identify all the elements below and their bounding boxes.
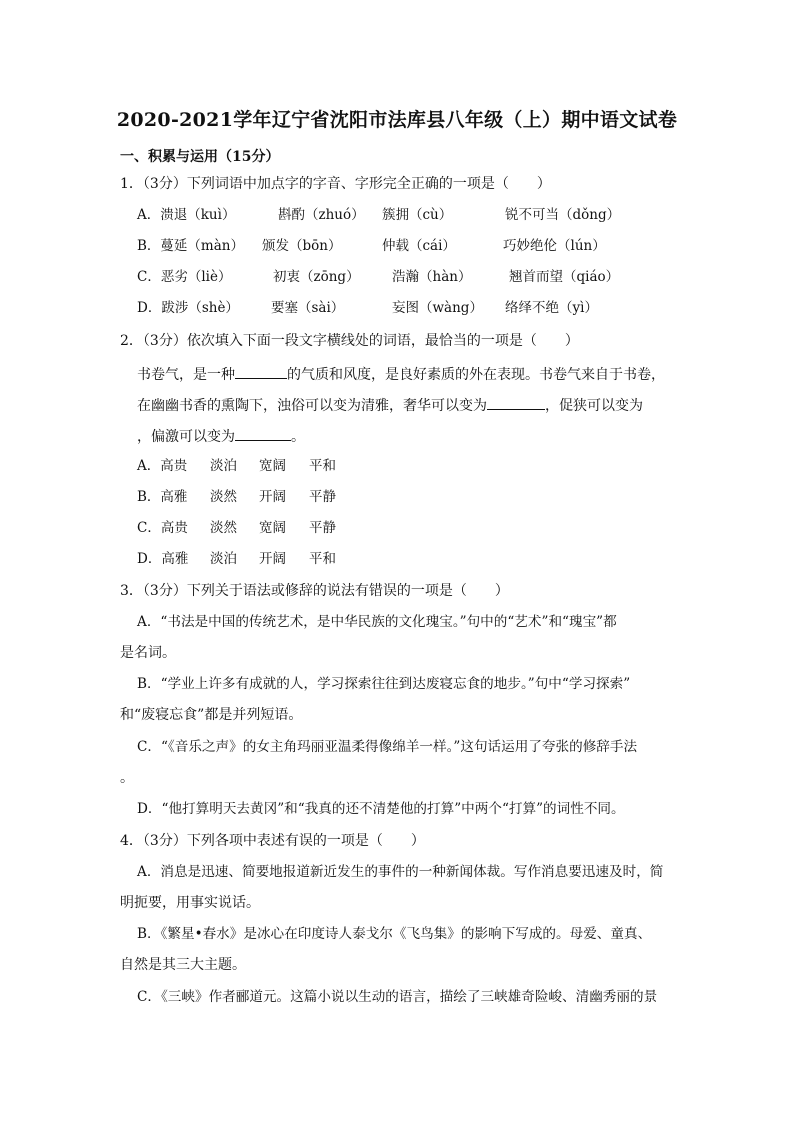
section-heading: 一、积累与运用（15分） — [120, 149, 280, 165]
option-word: 颁发（bōn） — [262, 238, 342, 254]
exam-title: 2020-2021学年辽宁省沈阳市法库县八年级（上）期中语文试卷 — [116, 109, 678, 131]
option-word: 簇拥（cù） — [382, 207, 453, 223]
option-word: 淡然 — [210, 489, 237, 505]
question-4-option-b-line1: B．《繁星•春水》是冰心在印度诗人泰戈尔《飞鸟集》的影响下写成的。母爱、童真、 — [137, 926, 652, 942]
option-word: 平和 — [309, 551, 336, 567]
option-word: 初衷（zōng） — [273, 269, 360, 285]
option-word: 淡泊 — [210, 458, 237, 474]
question-3-option-a-line2: 是名词。 — [120, 645, 176, 661]
option-word: 平静 — [309, 520, 336, 536]
option-word: 平和 — [309, 458, 336, 474]
option-word: C．高贵 — [137, 520, 188, 536]
option-word: 要塞（sài） — [271, 300, 345, 316]
fill-blank-1 — [235, 364, 287, 379]
question-3-option-b-line2: 和“废寝忘食”都是并列短语。 — [120, 707, 303, 723]
option-word: 开阔 — [259, 551, 286, 567]
question-4-stem: 4．（3分）下列各项中表述有误的一项是（ ） — [120, 833, 425, 849]
option-word: 斟酌（zhuó） — [278, 207, 365, 223]
question-3-option-b-line1: B．“学业上许多有成就的人，学习探索往往到达废寝忘食的地步。”句中“学习探索” — [137, 676, 631, 692]
fill-blank-2 — [487, 395, 545, 410]
option-word: 宽阔 — [259, 520, 286, 536]
option-word: 浩瀚（hàn） — [392, 269, 472, 285]
passage-line-3 — [137, 426, 305, 446]
option-word: 宽阔 — [259, 458, 286, 474]
passage-text: ，偏激可以变为 — [137, 429, 235, 445]
option-word: 平静 — [309, 489, 336, 505]
option-word: D．跋涉（shè） — [137, 300, 239, 316]
question-4-option-b-line2: 自然是其三大主题。 — [120, 957, 246, 973]
question-1-stem: 1．（3分）下列词语中加点字的字音、字形完全正确的一项是（ ） — [120, 176, 551, 192]
option-word: A．高贵 — [137, 458, 188, 474]
question-3-option-c-line1: C．“《音乐之声》的女主角玛丽亚温柔得像绵羊一样。”这句话运用了夸张的修辞手法 — [137, 739, 638, 755]
question-4-option-a-line1: A．消息是迅速、简要地报道新近发生的事件的一种新闻体裁。写作消息要迅速及时，简 — [137, 864, 664, 880]
option-word: D．高雅 — [137, 551, 189, 567]
option-word: B．蔓延（màn） — [137, 238, 244, 254]
passage-text: 。 — [291, 429, 305, 445]
option-word: 开阔 — [259, 489, 286, 505]
option-word: 络绎不绝（yì） — [505, 300, 598, 316]
question-3-option-a-line1: A．“书法是中国的传统艺术，是中华民族的文化瑰宝。”句中的“艺术”和“瑰宝”都 — [137, 614, 617, 630]
option-word: 翘首而望（qiáo） — [509, 269, 620, 285]
passage-text: ，促狭可以变为 — [545, 398, 643, 414]
question-2-stem: 2．（3分）依次填入下面一段文字横线处的词语，最恰当的一项是（ ） — [120, 333, 579, 349]
option-word: 妄图（wàng） — [392, 300, 483, 316]
passage-line-1 — [137, 364, 665, 384]
option-word: C．恶劣（liè） — [137, 269, 232, 285]
question-3-option-d: D．“他打算明天去黄冈”和“我真的还不清楚他的打算”中两个“打算”的词性不同。 — [137, 801, 625, 817]
option-word: 锐不可当（dǒng） — [505, 207, 621, 223]
option-word: A．溃退（kuì） — [137, 207, 236, 223]
option-word: 仲载（cái） — [382, 238, 456, 254]
passage-line-2 — [137, 395, 643, 415]
question-3-stem: 3．（3分）下列关于语法或修辞的说法有错误的一项是（ ） — [120, 583, 509, 599]
passage-text: 在幽幽书香的熏陶下，浊俗可以变为清雅，奢华可以变为 — [137, 398, 487, 414]
passage-text: 的气质和风度，是良好素质的外在表现。书卷气来自于书卷， — [287, 367, 665, 383]
fill-blank-4 — [235, 426, 291, 441]
option-word: 淡然 — [210, 520, 237, 536]
passage-text: 书卷气，是一种 — [137, 367, 235, 383]
question-4-option-a-line2: 明扼要，用事实说话。 — [120, 895, 260, 911]
question-4-option-c-line1: C．《三峡》作者郦道元。这篇小说以生动的语言，描绘了三峡雄奇险峻、清幽秀丽的景 — [137, 989, 658, 1005]
option-word: B．高雅 — [137, 489, 188, 505]
question-3-option-c-line2: 。 — [120, 770, 134, 786]
option-word: 巧妙绝伦（lún） — [503, 238, 606, 254]
option-word: 淡泊 — [210, 551, 237, 567]
